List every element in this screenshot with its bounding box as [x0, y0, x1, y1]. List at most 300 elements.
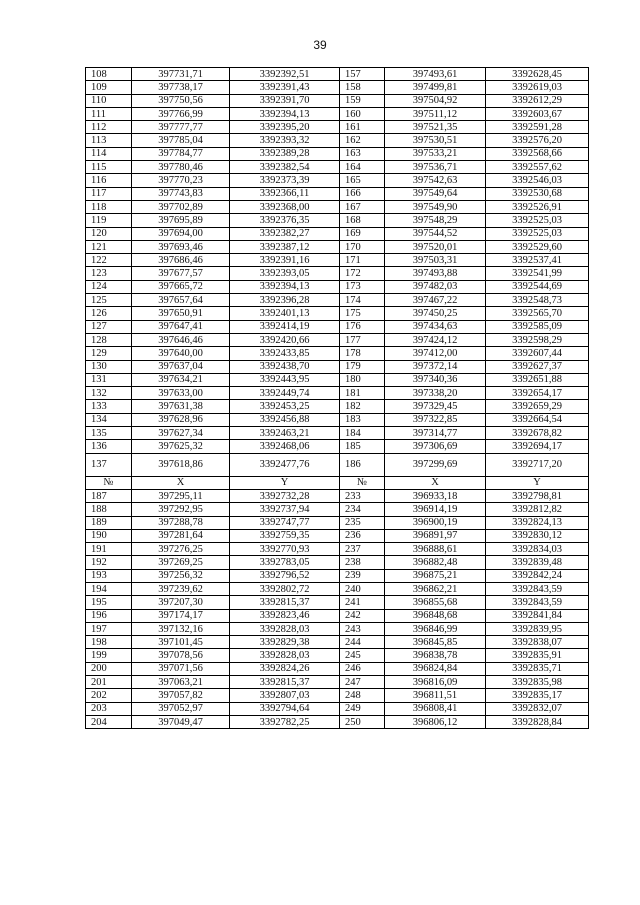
point-number-cell: 246 — [340, 662, 385, 675]
y-coordinate-cell: 3392603,67 — [486, 107, 589, 120]
table-row — [86, 715, 589, 728]
y-coordinate-cell: 3392843,59 — [486, 582, 589, 595]
point-number-cell: 171 — [340, 254, 385, 267]
x-coordinate-cell: 397288,78 — [132, 516, 230, 529]
point-number-cell: 110 — [86, 94, 132, 107]
y-coordinate-cell: 3392530,68 — [486, 187, 589, 200]
point-number-cell: 123 — [86, 267, 132, 280]
table-row — [86, 333, 589, 346]
y-coordinate-cell: 3392391,43 — [230, 81, 340, 94]
x-coordinate-cell: 397634,21 — [132, 373, 230, 386]
x-coordinate-cell: 397057,82 — [132, 689, 230, 702]
y-coordinate-cell: 3392525,03 — [486, 214, 589, 227]
x-coordinate-cell: 397544,52 — [385, 227, 486, 240]
y-coordinate-cell: 3392395,20 — [230, 121, 340, 134]
table-row — [86, 240, 589, 253]
x-coordinate-cell: 396845,85 — [385, 636, 486, 649]
y-coordinate-cell: 3392607,44 — [486, 347, 589, 360]
x-coordinate-cell: 396914,19 — [385, 503, 486, 516]
y-coordinate-cell: 3392838,07 — [486, 636, 589, 649]
y-coordinate-cell: 3392392,51 — [230, 68, 340, 81]
point-number-cell: 196 — [86, 609, 132, 622]
y-coordinate-cell: 3392628,45 — [486, 68, 589, 81]
x-coordinate-cell: 397499,81 — [385, 81, 486, 94]
y-coordinate-cell: 3392828,03 — [230, 622, 340, 635]
y-coordinate-cell: 3392835,71 — [486, 662, 589, 675]
x-coordinate-cell: 396846,99 — [385, 622, 486, 635]
table-row — [86, 636, 589, 649]
column-header: Y — [486, 476, 589, 489]
x-coordinate-cell: 396816,09 — [385, 676, 486, 689]
table-row — [86, 516, 589, 529]
x-coordinate-cell: 397132,16 — [132, 622, 230, 635]
point-number-cell: 174 — [340, 294, 385, 307]
y-coordinate-cell: 3392433,85 — [230, 347, 340, 360]
y-coordinate-cell: 3392453,25 — [230, 400, 340, 413]
point-number-cell: 248 — [340, 689, 385, 702]
y-coordinate-cell: 3392835,17 — [486, 689, 589, 702]
point-number-cell: 167 — [340, 200, 385, 213]
x-coordinate-cell: 397424,12 — [385, 333, 486, 346]
table-row — [86, 174, 589, 187]
y-coordinate-cell: 3392525,03 — [486, 227, 589, 240]
x-coordinate-cell: 397618,86 — [132, 453, 230, 476]
table-row — [86, 187, 589, 200]
table-row — [86, 307, 589, 320]
point-number-cell: 197 — [86, 622, 132, 635]
x-coordinate-cell: 396855,68 — [385, 596, 486, 609]
x-coordinate-cell: 397633,00 — [132, 387, 230, 400]
table-row — [86, 440, 589, 453]
x-coordinate-cell: 397542,63 — [385, 174, 486, 187]
point-number-cell: 240 — [340, 582, 385, 595]
y-coordinate-cell: 3392387,12 — [230, 240, 340, 253]
y-coordinate-cell: 3392565,70 — [486, 307, 589, 320]
y-coordinate-cell: 3392546,03 — [486, 174, 589, 187]
y-coordinate-cell: 3392382,27 — [230, 227, 340, 240]
point-number-cell: 128 — [86, 333, 132, 346]
y-coordinate-cell: 3392794,64 — [230, 702, 340, 715]
y-coordinate-cell: 3392828,84 — [486, 715, 589, 728]
y-coordinate-cell: 3392396,28 — [230, 294, 340, 307]
y-coordinate-cell: 3392834,03 — [486, 543, 589, 556]
x-coordinate-cell: 397731,71 — [132, 68, 230, 81]
point-number-cell: 187 — [86, 489, 132, 502]
x-coordinate-cell: 397686,46 — [132, 254, 230, 267]
x-coordinate-cell: 397702,89 — [132, 200, 230, 213]
column-header: X — [132, 476, 230, 489]
point-number-cell: 125 — [86, 294, 132, 307]
x-coordinate-cell: 396882,48 — [385, 556, 486, 569]
column-header: Y — [230, 476, 340, 489]
table-row — [86, 427, 589, 440]
table-row — [86, 569, 589, 582]
y-coordinate-cell: 3392841,84 — [486, 609, 589, 622]
table-row — [86, 503, 589, 516]
y-coordinate-cell: 3392651,88 — [486, 373, 589, 386]
y-coordinate-cell: 3392783,05 — [230, 556, 340, 569]
x-coordinate-cell: 396806,12 — [385, 715, 486, 728]
column-header: № — [86, 476, 132, 489]
y-coordinate-cell: 3392798,81 — [486, 489, 589, 502]
point-number-cell: 181 — [340, 387, 385, 400]
x-coordinate-cell: 397071,56 — [132, 662, 230, 675]
y-coordinate-cell: 3392366,11 — [230, 187, 340, 200]
x-coordinate-cell: 397372,14 — [385, 360, 486, 373]
point-number-cell: 126 — [86, 307, 132, 320]
y-coordinate-cell: 3392576,20 — [486, 134, 589, 147]
x-coordinate-cell: 397338,20 — [385, 387, 486, 400]
y-coordinate-cell: 3392548,73 — [486, 294, 589, 307]
column-header: X — [385, 476, 486, 489]
y-coordinate-cell: 3392537,41 — [486, 254, 589, 267]
x-coordinate-cell: 397780,46 — [132, 161, 230, 174]
x-coordinate-cell: 397743,83 — [132, 187, 230, 200]
point-number-cell: 137 — [86, 453, 132, 476]
point-number-cell: 188 — [86, 503, 132, 516]
point-number-cell: 111 — [86, 107, 132, 120]
y-coordinate-cell: 3392807,03 — [230, 689, 340, 702]
y-coordinate-cell: 3392812,82 — [486, 503, 589, 516]
x-coordinate-cell: 397650,91 — [132, 307, 230, 320]
x-coordinate-cell: 397412,00 — [385, 347, 486, 360]
x-coordinate-cell: 397306,69 — [385, 440, 486, 453]
point-number-cell: 236 — [340, 529, 385, 542]
point-number-cell: 189 — [86, 516, 132, 529]
x-coordinate-cell: 397677,57 — [132, 267, 230, 280]
y-coordinate-cell: 3392824,26 — [230, 662, 340, 675]
x-coordinate-cell: 397101,45 — [132, 636, 230, 649]
x-coordinate-cell: 397063,21 — [132, 676, 230, 689]
x-coordinate-cell: 396811,51 — [385, 689, 486, 702]
x-coordinate-cell: 397322,85 — [385, 413, 486, 426]
point-number-cell: 108 — [86, 68, 132, 81]
y-coordinate-cell: 3392598,29 — [486, 333, 589, 346]
x-coordinate-cell: 397784,77 — [132, 147, 230, 160]
point-number-cell: 235 — [340, 516, 385, 529]
point-number-cell: 202 — [86, 689, 132, 702]
table-row — [86, 147, 589, 160]
y-coordinate-cell: 3392732,28 — [230, 489, 340, 502]
table-row — [86, 294, 589, 307]
point-number-cell: 198 — [86, 636, 132, 649]
table-row — [86, 596, 589, 609]
x-coordinate-cell: 397625,32 — [132, 440, 230, 453]
x-coordinate-cell: 397657,64 — [132, 294, 230, 307]
x-coordinate-cell: 396862,21 — [385, 582, 486, 595]
point-number-cell: 243 — [340, 622, 385, 635]
x-coordinate-cell: 397493,61 — [385, 68, 486, 81]
table-row — [86, 68, 589, 81]
point-number-cell: 109 — [86, 81, 132, 94]
x-coordinate-cell: 397695,89 — [132, 214, 230, 227]
y-coordinate-cell: 3392382,54 — [230, 161, 340, 174]
x-coordinate-cell: 396891,97 — [385, 529, 486, 542]
table-row — [86, 81, 589, 94]
table-row — [86, 489, 589, 502]
y-coordinate-cell: 3392839,95 — [486, 622, 589, 635]
x-coordinate-cell: 397295,11 — [132, 489, 230, 502]
table-row — [86, 360, 589, 373]
y-coordinate-cell: 3392664,54 — [486, 413, 589, 426]
x-coordinate-cell: 397536,71 — [385, 161, 486, 174]
y-coordinate-cell: 3392770,93 — [230, 543, 340, 556]
point-number-cell: 116 — [86, 174, 132, 187]
point-number-cell: 131 — [86, 373, 132, 386]
point-number-cell: 166 — [340, 187, 385, 200]
x-coordinate-cell: 397467,22 — [385, 294, 486, 307]
y-coordinate-cell: 3392443,95 — [230, 373, 340, 386]
point-number-cell: 134 — [86, 413, 132, 426]
y-coordinate-cell: 3392414,19 — [230, 320, 340, 333]
point-number-cell: 136 — [86, 440, 132, 453]
table-row — [86, 227, 589, 240]
point-number-cell: 161 — [340, 121, 385, 134]
table-row — [86, 161, 589, 174]
x-coordinate-cell: 397503,31 — [385, 254, 486, 267]
point-number-cell: 159 — [340, 94, 385, 107]
x-coordinate-cell: 397049,47 — [132, 715, 230, 728]
x-coordinate-cell: 397785,04 — [132, 134, 230, 147]
x-coordinate-cell: 397207,30 — [132, 596, 230, 609]
x-coordinate-cell: 397256,32 — [132, 569, 230, 582]
y-coordinate-cell: 3392368,00 — [230, 200, 340, 213]
point-number-cell: 201 — [86, 676, 132, 689]
x-coordinate-cell: 397520,01 — [385, 240, 486, 253]
y-coordinate-cell: 3392802,72 — [230, 582, 340, 595]
y-coordinate-cell: 3392376,35 — [230, 214, 340, 227]
point-number-cell: 164 — [340, 161, 385, 174]
point-number-cell: 117 — [86, 187, 132, 200]
x-coordinate-cell: 397770,23 — [132, 174, 230, 187]
y-coordinate-cell: 3392796,52 — [230, 569, 340, 582]
table-row — [86, 320, 589, 333]
point-number-cell: 237 — [340, 543, 385, 556]
x-coordinate-cell: 397627,34 — [132, 427, 230, 440]
point-number-cell: 190 — [86, 529, 132, 542]
table-row — [86, 689, 589, 702]
table-row — [86, 453, 589, 476]
x-coordinate-cell: 397549,64 — [385, 187, 486, 200]
point-number-cell: 234 — [340, 503, 385, 516]
x-coordinate-cell: 397239,62 — [132, 582, 230, 595]
x-coordinate-cell: 397530,51 — [385, 134, 486, 147]
x-coordinate-cell: 397292,95 — [132, 503, 230, 516]
point-number-cell: 120 — [86, 227, 132, 240]
point-number-cell: 163 — [340, 147, 385, 160]
x-coordinate-cell: 397052,97 — [132, 702, 230, 715]
x-coordinate-cell: 397269,25 — [132, 556, 230, 569]
point-number-cell: 244 — [340, 636, 385, 649]
y-coordinate-cell: 3392659,29 — [486, 400, 589, 413]
table-row — [86, 267, 589, 280]
x-coordinate-cell: 397281,64 — [132, 529, 230, 542]
point-number-cell: 127 — [86, 320, 132, 333]
point-number-cell: 175 — [340, 307, 385, 320]
y-coordinate-cell: 3392568,66 — [486, 147, 589, 160]
point-number-cell: 250 — [340, 715, 385, 728]
x-coordinate-cell: 396933,18 — [385, 489, 486, 502]
point-number-cell: 160 — [340, 107, 385, 120]
point-number-cell: 132 — [86, 387, 132, 400]
point-number-cell: 130 — [86, 360, 132, 373]
point-number-cell: 185 — [340, 440, 385, 453]
x-coordinate-cell: 397340,36 — [385, 373, 486, 386]
table-row — [86, 254, 589, 267]
x-coordinate-cell: 397777,77 — [132, 121, 230, 134]
point-number-cell: 200 — [86, 662, 132, 675]
y-coordinate-cell: 3392627,37 — [486, 360, 589, 373]
y-coordinate-cell: 3392544,69 — [486, 280, 589, 293]
column-header: № — [340, 476, 385, 489]
point-number-cell: 247 — [340, 676, 385, 689]
x-coordinate-cell: 397450,25 — [385, 307, 486, 320]
point-number-cell: 162 — [340, 134, 385, 147]
table-row — [86, 347, 589, 360]
point-number-cell: 184 — [340, 427, 385, 440]
table-row — [86, 94, 589, 107]
y-coordinate-cell: 3392394,13 — [230, 280, 340, 293]
table-row — [86, 200, 589, 213]
table-row — [86, 676, 589, 689]
y-coordinate-cell: 3392737,94 — [230, 503, 340, 516]
point-number-cell: 177 — [340, 333, 385, 346]
x-coordinate-cell: 397533,21 — [385, 147, 486, 160]
y-coordinate-cell: 3392389,28 — [230, 147, 340, 160]
point-number-cell: 173 — [340, 280, 385, 293]
point-number-cell: 192 — [86, 556, 132, 569]
table-row — [86, 622, 589, 635]
table-row — [86, 121, 589, 134]
y-coordinate-cell: 3392824,13 — [486, 516, 589, 529]
x-coordinate-cell: 397511,12 — [385, 107, 486, 120]
x-coordinate-cell: 397665,72 — [132, 280, 230, 293]
y-coordinate-cell: 3392557,62 — [486, 161, 589, 174]
table-row — [86, 280, 589, 293]
y-coordinate-cell: 3392759,35 — [230, 529, 340, 542]
point-number-cell: 114 — [86, 147, 132, 160]
point-number-cell: 170 — [340, 240, 385, 253]
x-coordinate-cell: 397631,38 — [132, 400, 230, 413]
y-coordinate-cell: 3392717,20 — [486, 453, 589, 476]
y-coordinate-cell: 3392747,77 — [230, 516, 340, 529]
table-row — [86, 214, 589, 227]
table-row — [86, 400, 589, 413]
point-number-cell: 172 — [340, 267, 385, 280]
y-coordinate-cell: 3392449,74 — [230, 387, 340, 400]
point-number-cell: 176 — [340, 320, 385, 333]
x-coordinate-cell: 397738,17 — [132, 81, 230, 94]
table-row — [86, 609, 589, 622]
y-coordinate-cell: 3392678,82 — [486, 427, 589, 440]
y-coordinate-cell: 3392541,99 — [486, 267, 589, 280]
x-coordinate-cell: 397750,56 — [132, 94, 230, 107]
y-coordinate-cell: 3392612,29 — [486, 94, 589, 107]
x-coordinate-cell: 397548,29 — [385, 214, 486, 227]
y-coordinate-cell: 3392394,13 — [230, 107, 340, 120]
point-number-cell: 113 — [86, 134, 132, 147]
x-coordinate-cell: 397314,77 — [385, 427, 486, 440]
x-coordinate-cell: 397493,88 — [385, 267, 486, 280]
x-coordinate-cell: 397299,69 — [385, 453, 486, 476]
table-header-row — [86, 476, 589, 489]
x-coordinate-cell: 396888,61 — [385, 543, 486, 556]
x-coordinate-cell: 397276,25 — [132, 543, 230, 556]
y-coordinate-cell: 3392829,38 — [230, 636, 340, 649]
point-number-cell: 195 — [86, 596, 132, 609]
x-coordinate-cell: 396838,78 — [385, 649, 486, 662]
y-coordinate-cell: 3392654,17 — [486, 387, 589, 400]
point-number-cell: 135 — [86, 427, 132, 440]
point-number-cell: 249 — [340, 702, 385, 715]
coordinates-table — [85, 67, 589, 729]
y-coordinate-cell: 3392815,37 — [230, 676, 340, 689]
point-number-cell: 178 — [340, 347, 385, 360]
y-coordinate-cell: 3392373,39 — [230, 174, 340, 187]
point-number-cell: 191 — [86, 543, 132, 556]
x-coordinate-cell: 397174,17 — [132, 609, 230, 622]
table-row — [86, 662, 589, 675]
y-coordinate-cell: 3392830,12 — [486, 529, 589, 542]
table-row — [86, 702, 589, 715]
x-coordinate-cell: 396900,19 — [385, 516, 486, 529]
y-coordinate-cell: 3392843,59 — [486, 596, 589, 609]
y-coordinate-cell: 3392815,37 — [230, 596, 340, 609]
point-number-cell: 194 — [86, 582, 132, 595]
point-number-cell: 193 — [86, 569, 132, 582]
x-coordinate-cell: 397646,46 — [132, 333, 230, 346]
point-number-cell: 157 — [340, 68, 385, 81]
x-coordinate-cell: 397521,35 — [385, 121, 486, 134]
point-number-cell: 238 — [340, 556, 385, 569]
point-number-cell: 112 — [86, 121, 132, 134]
table-row — [86, 582, 589, 595]
x-coordinate-cell: 397482,03 — [385, 280, 486, 293]
y-coordinate-cell: 3392842,24 — [486, 569, 589, 582]
y-coordinate-cell: 3392401,13 — [230, 307, 340, 320]
y-coordinate-cell: 3392619,03 — [486, 81, 589, 94]
x-coordinate-cell: 396808,41 — [385, 702, 486, 715]
point-number-cell: 165 — [340, 174, 385, 187]
point-number-cell: 180 — [340, 373, 385, 386]
y-coordinate-cell: 3392694,17 — [486, 440, 589, 453]
y-coordinate-cell: 3392839,48 — [486, 556, 589, 569]
x-coordinate-cell: 397694,00 — [132, 227, 230, 240]
x-coordinate-cell: 397504,92 — [385, 94, 486, 107]
point-number-cell: 199 — [86, 649, 132, 662]
y-coordinate-cell: 3392477,76 — [230, 453, 340, 476]
y-coordinate-cell: 3392585,09 — [486, 320, 589, 333]
x-coordinate-cell: 397628,96 — [132, 413, 230, 426]
x-coordinate-cell: 396875,21 — [385, 569, 486, 582]
x-coordinate-cell: 397693,46 — [132, 240, 230, 253]
point-number-cell: 241 — [340, 596, 385, 609]
point-number-cell: 242 — [340, 609, 385, 622]
y-coordinate-cell: 3392456,88 — [230, 413, 340, 426]
y-coordinate-cell: 3392828,03 — [230, 649, 340, 662]
y-coordinate-cell: 3392393,05 — [230, 267, 340, 280]
y-coordinate-cell: 3392393,32 — [230, 134, 340, 147]
point-number-cell: 124 — [86, 280, 132, 293]
point-number-cell: 182 — [340, 400, 385, 413]
point-number-cell: 245 — [340, 649, 385, 662]
point-number-cell: 129 — [86, 347, 132, 360]
y-coordinate-cell: 3392438,70 — [230, 360, 340, 373]
page-number: 39 — [313, 38, 327, 52]
y-coordinate-cell: 3392463,21 — [230, 427, 340, 440]
y-coordinate-cell: 3392526,91 — [486, 200, 589, 213]
x-coordinate-cell: 397637,04 — [132, 360, 230, 373]
